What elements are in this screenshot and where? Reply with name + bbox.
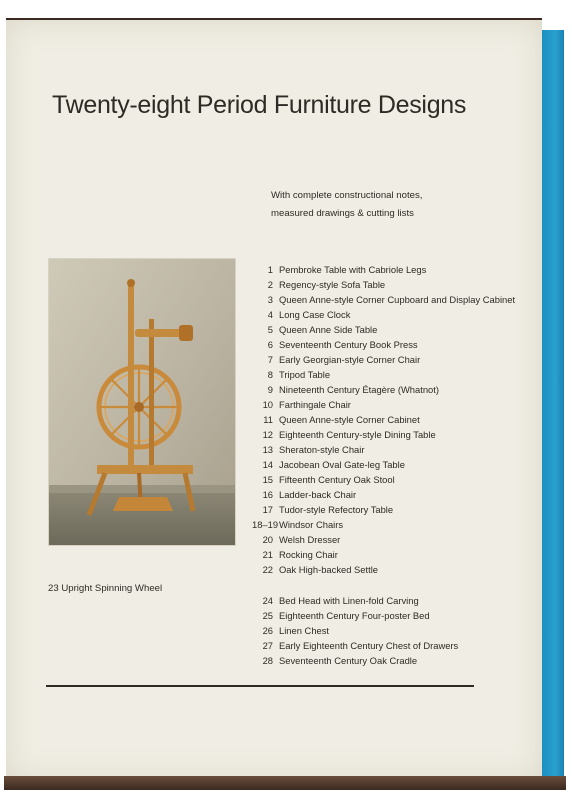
contents-item <box>252 442 542 457</box>
contents-list <box>252 262 542 668</box>
contents-item <box>252 412 542 427</box>
contents-item <box>252 623 542 638</box>
item-number: 26 <box>262 625 273 636</box>
item-number: 2 <box>267 279 273 290</box>
item-title: Ladder-back Chair <box>279 489 357 500</box>
contents-item <box>252 382 542 397</box>
item-title: Fifteenth Century Oak Stool <box>279 474 395 485</box>
contents-item <box>252 502 542 517</box>
item-title: Rocking Chair <box>279 549 338 560</box>
item-number: 25 <box>262 610 273 621</box>
item-title: Early Georgian-style Corner Chair <box>279 354 421 365</box>
contents-item <box>252 593 542 608</box>
item-title: Tudor-style Refectory Table <box>279 504 394 515</box>
item-number: 3 <box>267 294 273 305</box>
subtitle <box>271 187 422 223</box>
contents-item <box>252 487 542 502</box>
contents-item <box>252 608 542 623</box>
contents-item <box>252 427 542 442</box>
item-number: 10 <box>262 399 273 410</box>
item-number: 13 <box>262 444 273 455</box>
book-bottom-edge <box>4 776 566 790</box>
item-title: Oak High-backed Settle <box>279 564 379 575</box>
contents-item <box>252 307 542 322</box>
item-title: Queen Anne-style Corner Cabinet <box>279 414 420 425</box>
item-number: 27 <box>262 640 273 651</box>
contents-item <box>252 457 542 472</box>
contents-item <box>252 638 542 653</box>
contents-item <box>252 292 542 307</box>
item-number: 15 <box>262 474 273 485</box>
item-title: Eighteenth Century-style Dining Table <box>279 429 436 440</box>
item-title: Long Case Clock <box>279 309 351 320</box>
item-title: Eighteenth Century Four-poster Bed <box>279 610 430 621</box>
contents-item <box>252 322 542 337</box>
item-title: Linen Chest <box>279 625 330 636</box>
contents-item <box>252 653 542 668</box>
item-title: Welsh Dresser <box>279 534 341 545</box>
item-title: Queen Anne Side Table <box>279 324 378 335</box>
subtitle-line: With complete constructional notes, <box>271 190 423 201</box>
spinning-wheel-illustration <box>49 259 235 545</box>
item-number: 20 <box>262 534 273 545</box>
item-number: 16 <box>262 489 273 500</box>
item-number: 8 <box>267 369 273 380</box>
item-title: Sheraton-style Chair <box>279 444 365 455</box>
item-number: 22 <box>262 564 273 575</box>
contents-item <box>252 277 542 292</box>
contents-item <box>252 517 542 532</box>
contents-item <box>252 532 542 547</box>
page-title: Twenty-eight Period Furniture Designs <box>52 91 467 119</box>
blue-cover-edge <box>542 30 564 778</box>
contents-item <box>252 472 542 487</box>
item-number: 7 <box>267 354 273 365</box>
item-number: 4 <box>267 309 273 320</box>
item-title: Regency-style Sofa Table <box>279 279 386 290</box>
item-title: Farthingale Chair <box>279 399 351 410</box>
contents-item <box>252 262 542 277</box>
spinning-wheel-photo <box>48 258 236 546</box>
item-title: Windsor Chairs <box>279 519 344 530</box>
contents-item <box>252 562 542 577</box>
item-number: 17 <box>262 504 273 515</box>
item-number: 24 <box>262 595 273 606</box>
contents-item <box>252 367 542 382</box>
item-title: Bed Head with Linen-fold Carving <box>279 595 419 606</box>
contents-item <box>252 337 542 352</box>
item-number: 12 <box>262 429 273 440</box>
horizontal-rule <box>46 685 474 687</box>
item-number: 5 <box>267 324 273 335</box>
contents-item <box>252 352 542 367</box>
item-title: Pembroke Table with Cabriole Legs <box>279 264 427 275</box>
contents-item <box>252 397 542 412</box>
item-number: 21 <box>262 549 273 560</box>
item-number: 9 <box>267 384 273 395</box>
item-title: Queen Anne-style Corner Cupboard and Display Cabinet <box>279 294 516 305</box>
photo-caption: 23 Upright Spinning Wheel <box>48 583 163 594</box>
item-title: Seventeenth Century Oak Cradle <box>279 655 418 666</box>
item-title: Seventeenth Century Book Press <box>279 339 418 350</box>
item-title: Early Eighteenth Century Chest of Drawers <box>279 640 459 651</box>
subtitle-line: measured drawings & cutting lists <box>271 208 414 219</box>
item-title: Jacobean Oval Gate-leg Table <box>279 459 405 470</box>
item-number: 18–19 <box>252 519 279 530</box>
item-number: 11 <box>263 414 273 425</box>
item-number: 14 <box>262 459 273 470</box>
item-title: Nineteenth Century Étagère (Whatnot) <box>279 384 439 395</box>
item-number: 1 <box>267 264 273 275</box>
item-number: 28 <box>262 655 273 666</box>
item-number: 6 <box>267 339 273 350</box>
item-title: Tripod Table <box>279 369 331 380</box>
contents-item <box>252 547 542 562</box>
